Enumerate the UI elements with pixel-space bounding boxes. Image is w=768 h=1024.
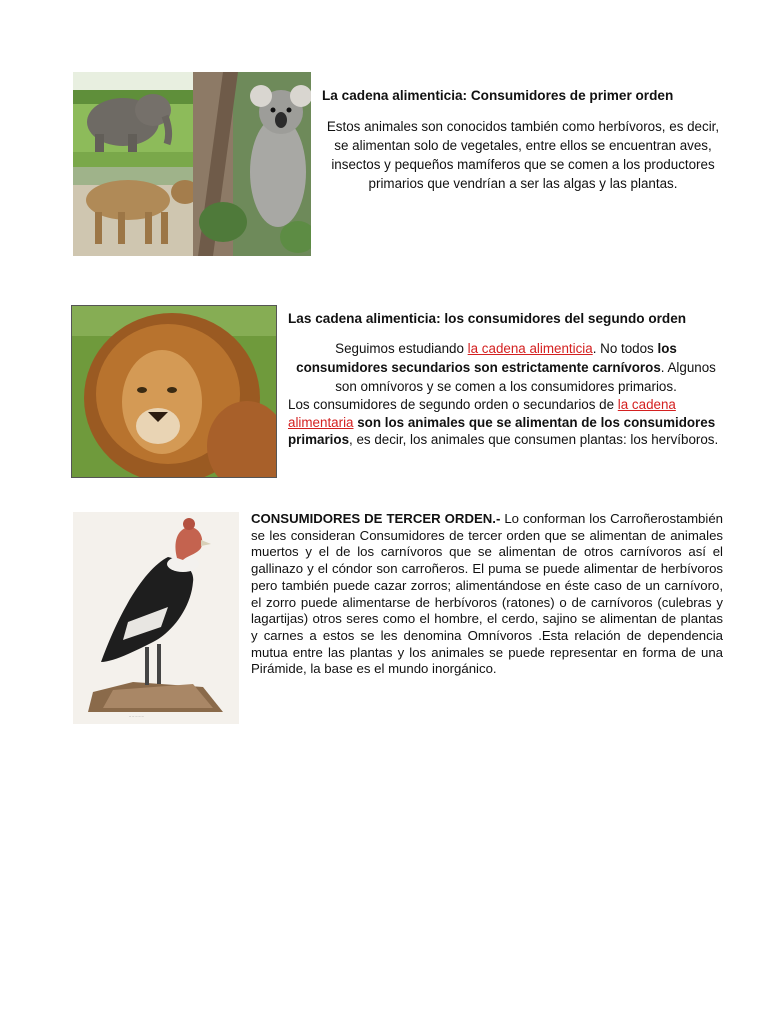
section3-body: [251, 511, 723, 678]
herbivores-collage-image: [73, 72, 311, 256]
svg-text:~ ~ ~ ~ ~: ~ ~ ~ ~ ~: [129, 714, 144, 719]
section1-title: La cadena alimenticia: Consumidores de primer orden: [322, 88, 674, 103]
section2-paragraph-2: [288, 396, 724, 449]
section3-body-text: Lo conforman los Carroñerostambién se les consideran Consumidores de tercer orden que se alimentan de animales muertos y el de los carnívoros que se alimentan de otros carnívoros así el gallinazo y el cóndor son carroñeros. El puma se puede alimentar de herbívoros pero también puede cazar zorros; alimentándose en éste caso de un carnívoro, el zorro puede alimentarse de herbívoros (ratones) o de carnívoros (culebras y lagartijas) otros seres como el hombre, el cerdo, sajino se alimentan de plantas y carnes a estos se les denomina Omnívoros .Esta relación de dependencia mutua entre las plantas y los animales se puede representar en forma de una Pirámide, la base es el mundo inorgánico.: [251, 511, 723, 677]
section2-p1-text-b: . No todos: [592, 341, 658, 356]
section1-body: Estos animales son conocidos también como herbívoros, es decir, se alimentan solo de vegetales, entre ellos se encuentran aves, insectos y pequeños mamíferos que se comen a los productores primarios que vendrían a ser las algas y las plantas.: [326, 119, 720, 191]
section2-p2-bold: son los animales que se alimentan de los consumidores primarios: [288, 414, 716, 447]
cadena-alimenticia-link[interactable]: la cadena alimenticia: [467, 341, 593, 356]
cadena-alimentaria-link[interactable]: la cadena alimentaria: [288, 397, 676, 430]
section2-p2-text-a: Los consumidores de segundo orden o secundarios de: [288, 397, 618, 412]
lion-image: [71, 305, 277, 478]
section2-p1-text-c: . Algunos son omnívoros y se comen a los consumidores primarios.: [335, 360, 716, 394]
section2-paragraph-1: [288, 339, 724, 396]
section2-p1-bold: los consumidores secundarios son estrictamente carnívoros: [296, 341, 677, 375]
section2-title: Las cadena alimenticia: los consumidores del segundo orden: [288, 311, 687, 326]
section2-p1-text-a: Seguimos estudiando: [335, 341, 468, 356]
condor-image: [73, 512, 239, 724]
section3-heading: CONSUMIDORES DE TERCER ORDEN.-: [251, 511, 501, 526]
section2-p2-text-b: , es decir, los animales que consumen plantas: los hervíboros.: [349, 432, 719, 447]
